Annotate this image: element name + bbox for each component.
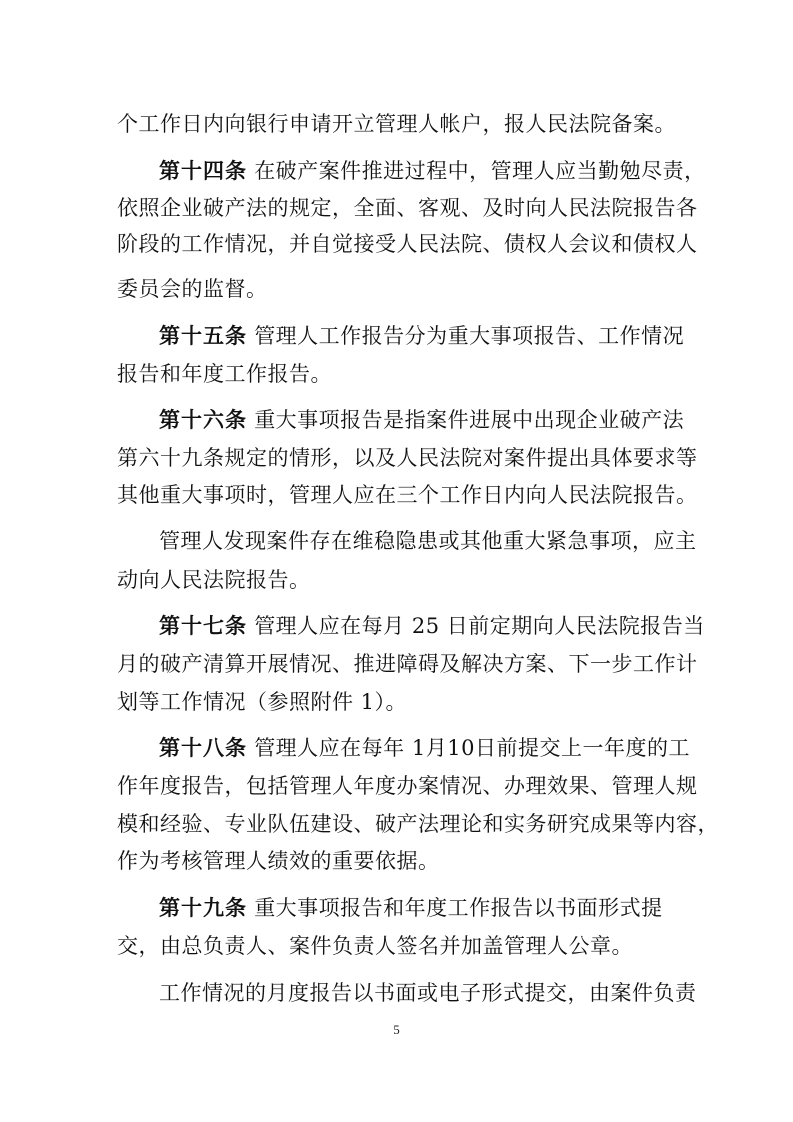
line-text: 作年度报告，包括管理人年度办案情况、办理效果、管理人规 [117,774,698,798]
text-line [117,226,793,262]
text-line [117,356,793,392]
article-paragraph-start [159,153,793,189]
article-paragraph-start [159,318,793,354]
line-text: 作为考核管理人绩效的重要依据。 [117,849,440,873]
article-paragraph-start [159,608,793,644]
article-number: 第十八条 [159,736,247,760]
text-line [117,646,793,682]
line-text: 个工作日内向银行申请开立管理人帐户，报人民法院备案。 [117,112,676,136]
article-number: 第十九条 [159,896,247,920]
line-text: 报告和年度工作报告。 [117,362,332,386]
line-text: 模和经验、专业队伍建设、破产法理论和实务研究成果等内容， [117,812,719,836]
line-text: 交，由总负责人、案件负责人签名并加盖管理人公章。 [117,934,633,958]
line-text: 其他重大事项时，管理人应在三个工作日内向人民法院报告。 [117,483,698,507]
article-number: 第十五条 [159,324,247,348]
article-number: 第十四条 [159,159,247,183]
text-line [117,477,793,513]
line-text: 动向人民法院报告。 [117,568,311,592]
text-line [117,106,793,142]
text-line [117,562,793,598]
text-line [117,271,793,307]
line-text: 依照企业破产法的规定，全面、客观、及时向人民法院报告各 [117,196,698,220]
line-text: 阶段的工作情况，并自觉接受人民法院、债权人会议和债权人 [117,232,698,256]
line-text: 划等工作情况（参照附件 1）。 [117,690,408,714]
article-paragraph-start [159,890,793,926]
text-line [159,523,793,559]
line-text: 重大事项报告和年度工作报告以书面形式提 [254,896,663,920]
line-text: 管理人应在每年 1月10日前提交上一年度的工 [254,736,690,760]
line-text: 重大事项报告是指案件进展中出现企业破产法 [254,408,685,432]
line-text: 在破产案件推进过程中，管理人应当勤勉尽责， [254,159,706,183]
line-text: 管理人应在每月 25 日前定期向人民法院报告当 [254,614,705,638]
line-text: 工作情况的月度报告以书面或电子形式提交，由案件负责 [159,981,697,1005]
text-line [117,684,793,720]
page-number: 5 [393,1022,400,1037]
line-text: 管理人发现案件存在维稳隐患或其他重大紧急事项，应主 [159,529,697,553]
text-line [117,768,793,804]
text-line [117,806,793,842]
line-text: 月的破产清算开展情况、推进障碍及解决方案、下一步工作计 [117,652,698,676]
article-number: 第十六条 [159,408,247,432]
article-paragraph-start [159,730,793,766]
text-line [117,928,793,964]
line-text: 委员会的监督。 [117,277,268,301]
text-line [159,975,793,1011]
text-line [117,843,793,879]
text-line [117,440,793,476]
article-number: 第十七条 [159,614,247,638]
text-line [117,190,793,226]
line-text: 第六十九条规定的情形，以及人民法院对案件提出具体要求等 [117,446,698,470]
line-text: 管理人工作报告分为重大事项报告、工作情况 [254,324,685,348]
article-paragraph-start [159,402,793,438]
